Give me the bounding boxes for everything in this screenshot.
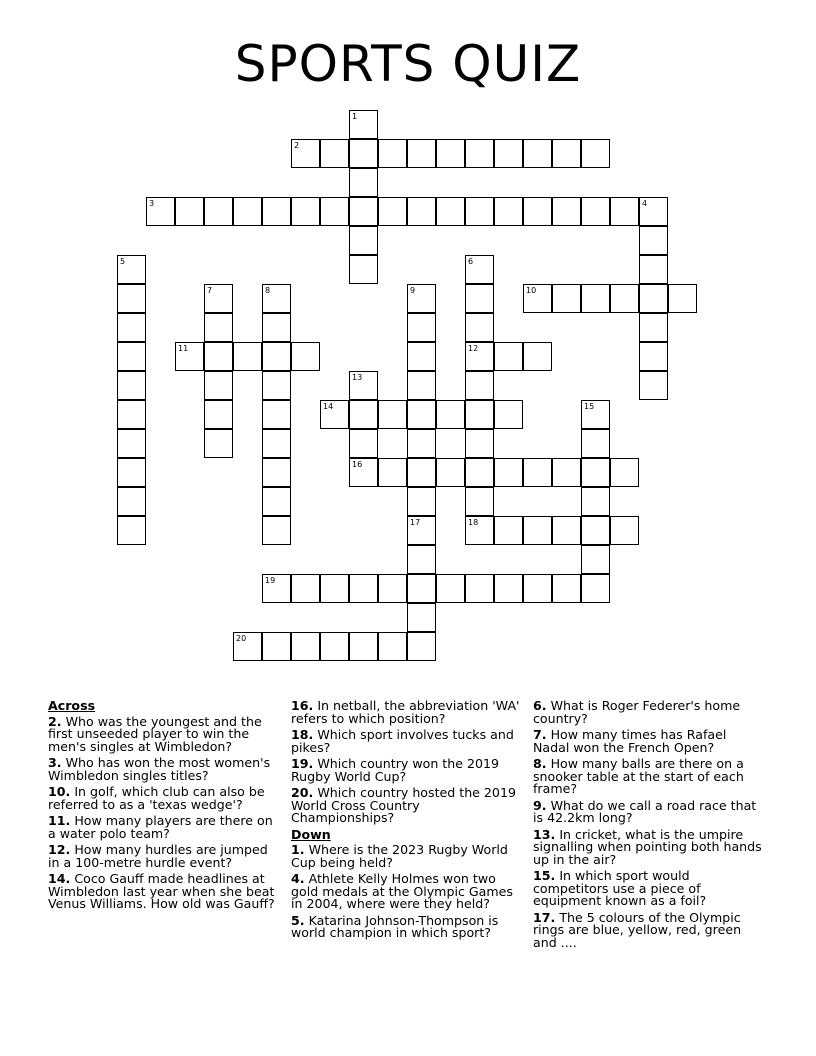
clue-text: Which country won the 2019 Rugby World Cup? — [291, 756, 500, 784]
crossword-cell[interactable] — [465, 458, 494, 487]
clue-number-label: 18. — [291, 727, 314, 742]
crossword-cell[interactable] — [349, 226, 378, 255]
clue-text: In which sport would competitors use a piece of equipment known as a foil? — [533, 868, 707, 908]
clue-text: Katarina Johnson-Thompson is world champion in which sport? — [291, 912, 499, 940]
crossword-cell[interactable] — [378, 197, 407, 226]
crossword-cell[interactable] — [204, 313, 233, 342]
crossword-cell[interactable] — [407, 487, 436, 516]
across-clue — [48, 844, 280, 869]
crossword-cell[interactable] — [407, 342, 436, 371]
crossword-cell[interactable] — [581, 516, 610, 545]
clue-number-label: 5. — [291, 912, 305, 928]
crossword-cell[interactable] — [436, 458, 465, 487]
clue-text: Where is the 2023 Rugby World Cup being held? — [291, 842, 508, 870]
clue-number: 11 — [178, 344, 189, 353]
clue-text: In netball, the abbreviation 'WA' refers to which position? — [291, 698, 520, 726]
crossword-cell[interactable] — [349, 139, 378, 168]
crossword-cell[interactable] — [233, 342, 262, 371]
across-clue — [48, 757, 280, 782]
crossword-cell[interactable] — [552, 284, 581, 313]
clue-number: 9 — [410, 286, 416, 295]
crossword-cell[interactable] — [262, 400, 291, 429]
crossword-cell[interactable] — [349, 371, 378, 400]
crossword-cell[interactable] — [523, 139, 552, 168]
across-clue — [48, 873, 280, 911]
crossword-cell[interactable] — [117, 284, 146, 313]
down-clue — [533, 700, 765, 725]
crossword-cell[interactable] — [349, 429, 378, 458]
clue-number: 2 — [294, 141, 300, 150]
crossword-cell[interactable] — [146, 197, 175, 226]
crossword-cell[interactable] — [407, 603, 436, 632]
crossword-cell[interactable] — [610, 458, 639, 487]
crossword-cell[interactable] — [407, 197, 436, 226]
crossword-cell[interactable] — [639, 313, 668, 342]
crossword-cell[interactable] — [552, 516, 581, 545]
clue-number-label: 12. — [48, 842, 71, 857]
crossword-cell[interactable] — [291, 632, 320, 661]
crossword-cell[interactable] — [378, 632, 407, 661]
crossword-cell[interactable] — [117, 255, 146, 284]
crossword-cell[interactable] — [523, 516, 552, 545]
crossword-cell[interactable] — [117, 487, 146, 516]
across-clue — [48, 786, 280, 811]
crossword-cell[interactable] — [349, 632, 378, 661]
crossword-cell[interactable] — [668, 284, 697, 313]
crossword-cell[interactable] — [262, 197, 291, 226]
crossword-cell[interactable] — [581, 574, 610, 603]
crossword-cell[interactable] — [378, 139, 407, 168]
crossword-cell[interactable] — [291, 197, 320, 226]
crossword-cell[interactable] — [349, 110, 378, 139]
clue-number-label: 1. — [291, 842, 305, 857]
crossword-cell[interactable] — [262, 458, 291, 487]
down-clue — [291, 844, 523, 869]
clue-number: 10 — [526, 286, 537, 295]
clue-number: 7 — [207, 286, 213, 295]
crossword-cell[interactable] — [117, 371, 146, 400]
crossword-cell[interactable] — [552, 197, 581, 226]
crossword-cell[interactable] — [204, 371, 233, 400]
crossword-cell[interactable] — [494, 516, 523, 545]
crossword-cell[interactable] — [639, 255, 668, 284]
page-title: SPORTS QUIZ — [234, 35, 582, 93]
crossword-cell[interactable] — [378, 400, 407, 429]
crossword-cell[interactable] — [465, 284, 494, 313]
crossword-cell[interactable] — [494, 197, 523, 226]
clue-number: 18 — [468, 518, 479, 527]
crossword-cell[interactable] — [291, 342, 320, 371]
clue-number: 19 — [265, 576, 276, 585]
crossword-cell[interactable] — [494, 139, 523, 168]
clue-number: 6 — [468, 257, 474, 266]
clue-text: How many balls are there on a snooker table at the start of each frame? — [533, 756, 744, 796]
crossword-cell[interactable] — [262, 371, 291, 400]
crossword-cell[interactable] — [436, 197, 465, 226]
crossword-cell[interactable] — [494, 458, 523, 487]
crossword-cell[interactable] — [407, 400, 436, 429]
clue-number: 17 — [410, 518, 421, 527]
clue-text: What is Roger Federer's home country? — [533, 698, 741, 726]
crossword-cell[interactable] — [581, 458, 610, 487]
crossword-cell[interactable] — [117, 516, 146, 545]
clue-number-label: 10. — [48, 784, 71, 799]
crossword-cell[interactable] — [349, 574, 378, 603]
crossword-cell[interactable] — [349, 197, 378, 226]
across-clue — [48, 815, 280, 840]
across-clue-list — [48, 713, 280, 911]
crossword-cell[interactable] — [581, 429, 610, 458]
crossword-cell[interactable] — [320, 632, 349, 661]
clue-number-label: 9. — [533, 797, 547, 813]
crossword-cell[interactable] — [639, 226, 668, 255]
crossword-cell[interactable] — [204, 197, 233, 226]
crossword-cell[interactable] — [117, 429, 146, 458]
crossword-cell[interactable] — [610, 284, 639, 313]
clue-text: What do we call a road race that is 42.2km long? — [533, 797, 757, 825]
clue-number-label: 19. — [291, 756, 314, 771]
crossword-cell[interactable] — [320, 197, 349, 226]
down-clue — [533, 826, 765, 867]
crossword-cell[interactable] — [291, 574, 320, 603]
crossword-cell[interactable] — [610, 197, 639, 226]
crossword-cell[interactable] — [204, 284, 233, 313]
crossword-cell[interactable] — [233, 632, 262, 661]
down-clue — [291, 912, 523, 940]
clue-number: 14 — [323, 402, 334, 411]
crossword-cell[interactable] — [465, 574, 494, 603]
across-clue — [291, 758, 523, 783]
down-clue — [291, 873, 523, 911]
clues-column-3 — [533, 700, 765, 953]
clue-number-label: 16. — [291, 698, 314, 713]
crossword-cell[interactable] — [465, 487, 494, 516]
down-clue — [533, 797, 765, 825]
crossword-cell[interactable] — [552, 458, 581, 487]
clue-number: 16 — [352, 460, 363, 469]
crossword-cell[interactable] — [349, 168, 378, 197]
clue-number: 4 — [642, 199, 648, 208]
crossword-cell[interactable] — [407, 632, 436, 661]
clue-text: Which sport involves tucks and pikes? — [291, 727, 514, 755]
crossword-cell[interactable] — [320, 139, 349, 168]
clue-text: Which country hosted the 2019 World Cross Country Championships? — [291, 785, 516, 825]
clue-text: How many players are there on a water polo team? — [48, 813, 273, 841]
clue-number-label: 14. — [48, 871, 71, 886]
crossword-cell[interactable] — [639, 284, 668, 313]
clue-text: The 5 colours of the Olympic rings are blue, yellow, red, green and .... — [533, 909, 742, 950]
down-clue-list — [291, 844, 523, 940]
clue-number-label: 8. — [533, 756, 547, 771]
crossword-cell[interactable] — [639, 371, 668, 400]
across-clue — [291, 700, 523, 725]
clue-number-label: 15. — [533, 868, 556, 883]
crossword-cell[interactable] — [639, 197, 668, 226]
clue-number: 1 — [352, 112, 358, 121]
crossword-cell[interactable] — [523, 574, 552, 603]
crossword-cell[interactable] — [262, 574, 291, 603]
crossword-cell[interactable] — [262, 313, 291, 342]
crossword-cell[interactable] — [262, 632, 291, 661]
crossword-cell[interactable] — [494, 400, 523, 429]
crossword-cell[interactable] — [117, 342, 146, 371]
across-heading: Across — [48, 698, 96, 713]
clue-number: 8 — [265, 286, 271, 295]
down-clue — [533, 758, 765, 796]
clue-number-label: 4. — [291, 871, 305, 886]
clue-number-label: 3. — [48, 755, 62, 770]
crossword-cell[interactable] — [407, 284, 436, 313]
crossword-cell[interactable] — [465, 313, 494, 342]
crossword-cell[interactable] — [552, 139, 581, 168]
crossword-cell[interactable] — [465, 255, 494, 284]
crossword-cell[interactable] — [407, 371, 436, 400]
crossword-cell[interactable] — [320, 574, 349, 603]
down-clue — [533, 729, 765, 754]
crossword-cell[interactable] — [204, 342, 233, 371]
crossword-cell[interactable] — [262, 284, 291, 313]
crossword-cell[interactable] — [407, 313, 436, 342]
clue-text: Athlete Kelly Holmes won two gold medals at the Olympic Games in 2004, where were they held? — [291, 871, 513, 911]
clue-text: How many hurdles are jumped in a 100-metre hurdle event? — [48, 842, 268, 870]
crossword-cell[interactable] — [407, 545, 436, 574]
crossword-cell[interactable] — [407, 429, 436, 458]
clue-number: 12 — [468, 344, 479, 353]
crossword-cell[interactable] — [291, 139, 320, 168]
crossword-cell[interactable] — [610, 516, 639, 545]
across-clue — [291, 729, 523, 754]
crossword-cell[interactable] — [465, 516, 494, 545]
down-heading: Down — [291, 826, 331, 842]
crossword-cell[interactable] — [117, 313, 146, 342]
crossword-cell[interactable] — [465, 342, 494, 371]
clue-number: 20 — [236, 634, 247, 643]
down-clue — [533, 870, 765, 908]
clue-text: In cricket, what is the umpire signalling when pointing both hands up in the air? — [533, 826, 762, 867]
crossword-cell[interactable] — [117, 400, 146, 429]
clue-number-label: 17. — [533, 909, 556, 925]
crossword-cell[interactable] — [204, 429, 233, 458]
clue-number-label: 11. — [48, 813, 71, 828]
crossword-cell[interactable] — [436, 139, 465, 168]
crossword-cell[interactable] — [233, 197, 262, 226]
crossword-cell[interactable] — [407, 139, 436, 168]
clue-text: In golf, which club can also be referred to as a 'texas wedge'? — [48, 784, 265, 812]
crossword-cell[interactable] — [262, 516, 291, 545]
crossword-cell[interactable] — [523, 458, 552, 487]
clue-text: How many times has Rafael Nadal won the French Open? — [533, 727, 727, 755]
crossword-cell[interactable] — [117, 458, 146, 487]
crossword-cell[interactable] — [494, 342, 523, 371]
crossword-cell[interactable] — [523, 342, 552, 371]
crossword-cell[interactable] — [581, 197, 610, 226]
across-clue — [48, 713, 280, 754]
crossword-cell[interactable] — [378, 458, 407, 487]
clue-number: 3 — [149, 199, 155, 208]
crossword-cell[interactable] — [581, 284, 610, 313]
clue-number-label: 20. — [291, 785, 314, 800]
crossword-cell[interactable] — [320, 400, 349, 429]
crossword-cell[interactable] — [436, 400, 465, 429]
crossword-cell[interactable] — [581, 400, 610, 429]
down-clue-list-continued — [533, 700, 765, 949]
crossword-cell[interactable] — [262, 342, 291, 371]
crossword-cell[interactable] — [175, 197, 204, 226]
crossword-cell[interactable] — [349, 458, 378, 487]
clue-number: 15 — [584, 402, 595, 411]
crossword-cell[interactable] — [523, 197, 552, 226]
clue-text: Who was the youngest and the first unseeded player to win the men's singles at Wimbledon? — [48, 713, 262, 754]
crossword-cell[interactable] — [175, 342, 204, 371]
crossword-cell[interactable] — [407, 516, 436, 545]
clue-number-label: 2. — [48, 713, 62, 729]
down-clue — [533, 909, 765, 950]
clues-column-2 — [291, 700, 523, 944]
crossword-cell[interactable] — [378, 574, 407, 603]
crossword-cell[interactable] — [552, 574, 581, 603]
clue-number-label: 6. — [533, 698, 547, 713]
crossword-cell[interactable] — [465, 400, 494, 429]
crossword-cell[interactable] — [581, 139, 610, 168]
crossword-cell[interactable] — [465, 429, 494, 458]
crossword-cell[interactable] — [349, 255, 378, 284]
clue-text: Coco Gauff made headlines at Wimbledon last year when she beat Venus Williams. How old was Gauff? — [48, 871, 275, 911]
crossword-cell[interactable] — [581, 487, 610, 516]
crossword-cell[interactable] — [407, 458, 436, 487]
clue-number: 13 — [352, 373, 363, 382]
clues-column-1 — [48, 700, 280, 915]
crossword-cell[interactable] — [523, 284, 552, 313]
crossword-cell[interactable] — [407, 574, 436, 603]
crossword-cell[interactable] — [262, 429, 291, 458]
crossword-cell[interactable] — [349, 400, 378, 429]
across-clue — [291, 787, 523, 825]
crossword-cell[interactable] — [465, 197, 494, 226]
crossword-cell[interactable] — [204, 400, 233, 429]
clue-text: Who has won the most women's Wimbledon singles titles? — [48, 755, 271, 783]
crossword-cell[interactable] — [436, 574, 465, 603]
crossword-cell[interactable] — [639, 342, 668, 371]
crossword-cell[interactable] — [262, 487, 291, 516]
clue-number-label: 7. — [533, 727, 547, 742]
crossword-cell[interactable] — [581, 545, 610, 574]
clue-number-label: 13. — [533, 826, 556, 842]
crossword-cell[interactable] — [494, 574, 523, 603]
crossword-cell[interactable] — [465, 139, 494, 168]
crossword-cell[interactable] — [465, 371, 494, 400]
across-clue-list-continued — [291, 700, 523, 825]
clue-number: 5 — [120, 257, 126, 266]
